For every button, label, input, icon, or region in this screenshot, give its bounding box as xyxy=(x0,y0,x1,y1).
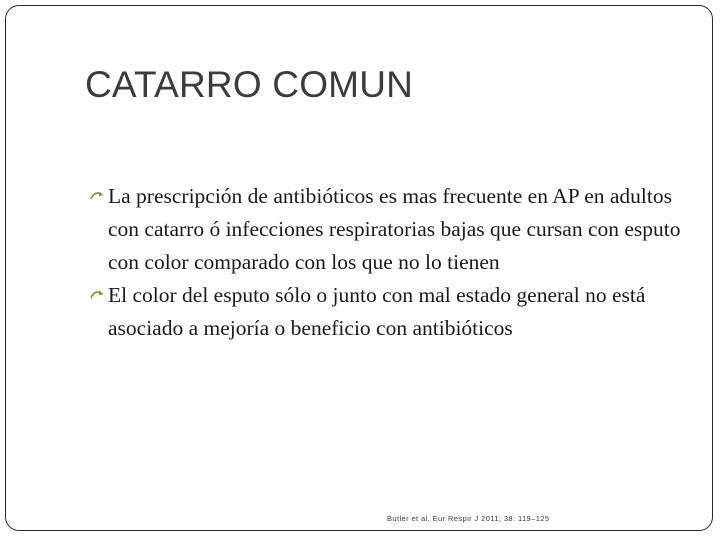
bullet-list xyxy=(90,180,690,345)
slide-title: CATARRO COMUN xyxy=(85,64,414,105)
bullet-text: La prescripción de antibióticos es mas frecuente en AP en adultos con catarro ó infecciones respiratorias bajas que cursan con esputo con color comparado con los que no lo tienen xyxy=(108,184,681,274)
citation: Butler et al. Eur Respir J 2011; 38: 119–125 xyxy=(387,514,550,523)
bullet-item xyxy=(90,180,690,279)
curved-arrow-bullet-icon xyxy=(90,180,108,213)
curved-arrow-bullet-icon xyxy=(90,279,108,312)
slide-frame xyxy=(5,5,713,531)
bullet-text: El color del esputo sólo o junto con mal estado general no está asociado a mejoría o beneficio con antibióticos xyxy=(108,283,646,340)
bullet-item xyxy=(90,279,690,345)
